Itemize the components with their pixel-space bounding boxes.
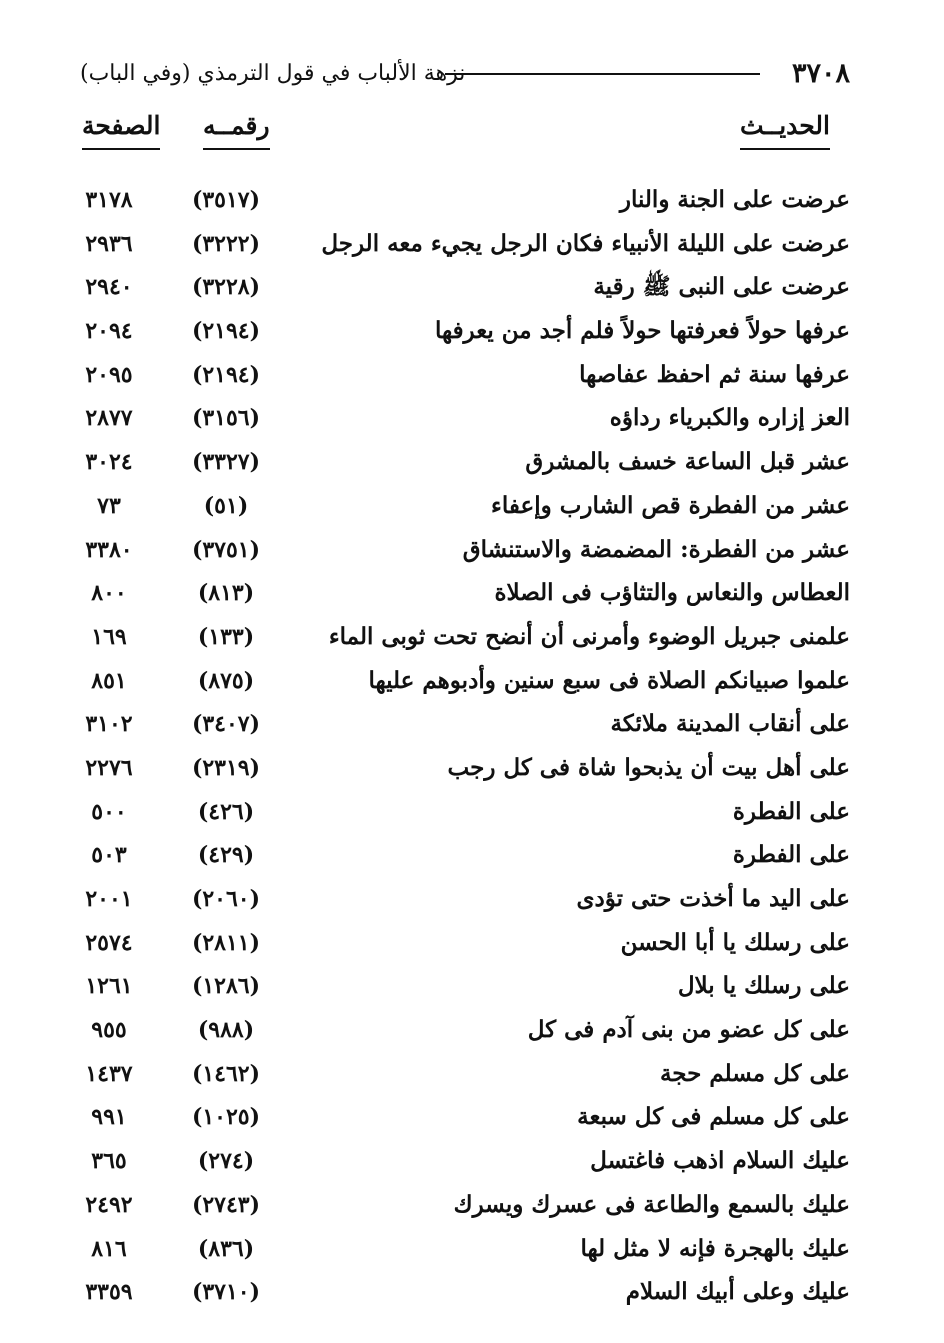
hadith-number: (٢٧٤) — [197, 1148, 255, 1175]
index-row — [60, 265, 850, 309]
hadith-number: (٥١) — [203, 492, 249, 519]
hadith-number: (٣١٥٦) — [191, 405, 261, 432]
page-reference: ٢٤٩٢ — [85, 1191, 133, 1218]
hadith-text: عليك وعلى أبيك السلام — [625, 1278, 850, 1306]
index-row — [60, 964, 850, 1008]
header-rule — [445, 73, 760, 75]
page-reference: ٢٢٧٦ — [85, 754, 133, 781]
index-row — [60, 1139, 850, 1183]
index-row — [60, 178, 850, 222]
page-reference: ٣٠٢٤ — [85, 449, 133, 476]
hadith-text: علمنى جبريل الوضوء وأمرنى أن أنضح تحت ثوبى الماء — [328, 622, 850, 650]
hadith-number: (٤٢٩) — [197, 842, 255, 869]
hadith-number: (٢٣١٩) — [191, 754, 261, 781]
index-row — [60, 528, 850, 572]
hadith-number: (١٢٨٦) — [191, 973, 261, 1000]
book-title: نزهة الألباب في قول الترمذي (وفي الباب) — [80, 61, 466, 86]
hadith-text: علموا صبيانكم الصلاة فى سبع سنين وأدبوهم عليها — [368, 666, 850, 694]
hadith-text: على كل عضو من بنى آدم فى كل — [527, 1016, 850, 1044]
hadith-number: (١٣٣) — [197, 623, 255, 650]
hadith-number: (٢١٩٤) — [191, 318, 261, 345]
index-row — [60, 440, 850, 484]
page-reference: ٨٥١ — [91, 667, 127, 694]
page-reference: ٣١٠٢ — [85, 711, 133, 738]
page-reference: ٢٠٩٥ — [85, 361, 133, 388]
hadith-number: (١٠٢٥) — [191, 1104, 261, 1131]
hadith-number: (٣٢٢٢) — [191, 230, 261, 257]
heading-page: الصفحة — [82, 108, 160, 150]
hadith-text: على كل مسلم حجة — [659, 1059, 850, 1087]
page-reference: ٢٨٧٧ — [85, 405, 133, 432]
hadith-number: (٢٠٦٠) — [191, 886, 261, 912]
page-reference: ٥٠٠ — [91, 798, 127, 825]
hadith-number: (٤٢٦) — [197, 798, 255, 825]
hadith-number: (٨٣٦) — [197, 1235, 255, 1262]
hadith-text: على كل مسلم فى كل سبعة — [577, 1103, 850, 1131]
index-row — [60, 222, 850, 266]
hadith-text: عشر من الفطرة قص الشارب وإعفاء — [491, 491, 850, 519]
index-row — [60, 1183, 850, 1227]
page-reference: ٣١٧٨ — [85, 187, 133, 213]
page-reference: ٢٩٣٦ — [85, 230, 133, 257]
index-row — [60, 833, 850, 877]
hadith-text: على رسلك يا بلال — [677, 972, 850, 1000]
hadith-number: (٣٣٢٧) — [191, 449, 261, 476]
hadith-text: عشر قبل الساعة خسف بالمشرق — [525, 448, 850, 476]
page-reference: ٣٣٥٩ — [85, 1279, 133, 1306]
page-reference: ٣٦٥ — [91, 1148, 127, 1175]
hadith-number: (٣٥١٧) — [191, 187, 261, 213]
index-row — [60, 484, 850, 528]
hadith-text: العز إزاره والكبرياء رداؤه — [609, 404, 850, 432]
running-header — [80, 56, 850, 92]
hadith-text: العطاس والنعاس والتثاؤب فى الصلاة — [494, 579, 850, 607]
page-reference: ٢٠٠١ — [85, 886, 133, 912]
hadith-text: عليك بالهجرة فإنه لا مثل لها — [580, 1234, 850, 1262]
hadith-number: (٣٧١٠) — [191, 1279, 261, 1306]
hadith-text: عرضت على الليلة الأنبياء فكان الرجل يجيء معه الرجل — [321, 229, 850, 257]
page-reference: ١٢٦١ — [85, 973, 133, 1000]
hadith-text: على الفطرة — [732, 841, 850, 869]
page-reference: ٢٠٩٤ — [85, 318, 133, 345]
index-row — [60, 353, 850, 397]
index-row — [60, 877, 850, 921]
hadith-text: عشر من الفطرة: المضمضة والاستنشاق — [462, 535, 850, 563]
heading-number: رقمــه — [203, 108, 270, 150]
page-reference: ٣٣٨٠ — [85, 536, 133, 563]
hadith-number: (٨٧٥) — [197, 667, 255, 694]
page-reference: ١٦٩ — [91, 623, 127, 650]
index-row — [60, 1095, 850, 1139]
index-row — [60, 1270, 850, 1314]
hadith-number: (٩٨٨) — [197, 1017, 255, 1044]
page-reference: ٧٣ — [97, 492, 121, 519]
index-row — [60, 702, 850, 746]
index-row — [60, 746, 850, 790]
page-reference: ٢٩٤٠ — [85, 274, 133, 301]
index-row — [60, 921, 850, 965]
index-row — [60, 1052, 850, 1096]
hadith-text: عرضت على الجنة والنار — [619, 186, 850, 213]
page-reference: ٢٥٧٤ — [85, 929, 133, 956]
index-row — [60, 396, 850, 440]
hadith-text: عرفها سنة ثم احفظ عفاصها — [579, 360, 850, 388]
hadith-number: (٢٨١١) — [191, 929, 261, 956]
hadith-text: عليك بالسمع والطاعة فى عسرك ويسرك — [453, 1190, 850, 1218]
page-reference: ١٤٣٧ — [85, 1060, 133, 1087]
hadith-text: على رسلك يا أبا الحسن — [620, 928, 850, 956]
hadith-text: على اليد ما أخذت حتى تؤدى — [576, 885, 850, 912]
hadith-number: (٣٤٠٧) — [191, 711, 261, 738]
hadith-text: على أنقاب المدينة ملائكة — [610, 710, 850, 738]
column-headings — [60, 108, 850, 158]
heading-hadith: الحديــث — [740, 108, 830, 150]
index-row — [60, 1227, 850, 1271]
hadith-number: (٣٧٥١) — [191, 536, 261, 563]
hadith-text: عليك السلام اذهب فاغتسل — [590, 1147, 850, 1175]
index-row — [60, 615, 850, 659]
hadith-number: (١٤٦٢) — [191, 1060, 261, 1087]
page-reference: ٩٥٥ — [91, 1017, 127, 1044]
hadith-text: عرفها حولاً فعرفتها حولاً فلم أجد من يعرفها — [434, 317, 850, 345]
hadith-text: على الفطرة — [732, 797, 850, 825]
hadith-text: على أهل بيت أن يذبحوا شاة فى كل رجب — [447, 753, 850, 781]
index-row — [60, 571, 850, 615]
index-row — [60, 1008, 850, 1052]
page-reference: ٥٠٣ — [91, 842, 127, 869]
index-list — [60, 178, 850, 1314]
index-row — [60, 309, 850, 353]
page-reference: ٩٩١ — [91, 1104, 127, 1131]
page-number: ٣٧٠٨ — [791, 58, 850, 89]
hadith-text: عرضت على النبى ﷺ رقية — [593, 273, 850, 301]
hadith-number: (٣٢٢٨) — [191, 274, 261, 301]
hadith-number: (٢٧٤٣) — [191, 1191, 261, 1218]
page-reference: ٨١٦ — [91, 1235, 127, 1262]
page-reference: ٨٠٠ — [91, 580, 127, 607]
index-row — [60, 790, 850, 834]
hadith-number: (٢١٩٤) — [191, 361, 261, 388]
hadith-number: (٨١٣) — [197, 580, 255, 607]
index-row — [60, 659, 850, 703]
